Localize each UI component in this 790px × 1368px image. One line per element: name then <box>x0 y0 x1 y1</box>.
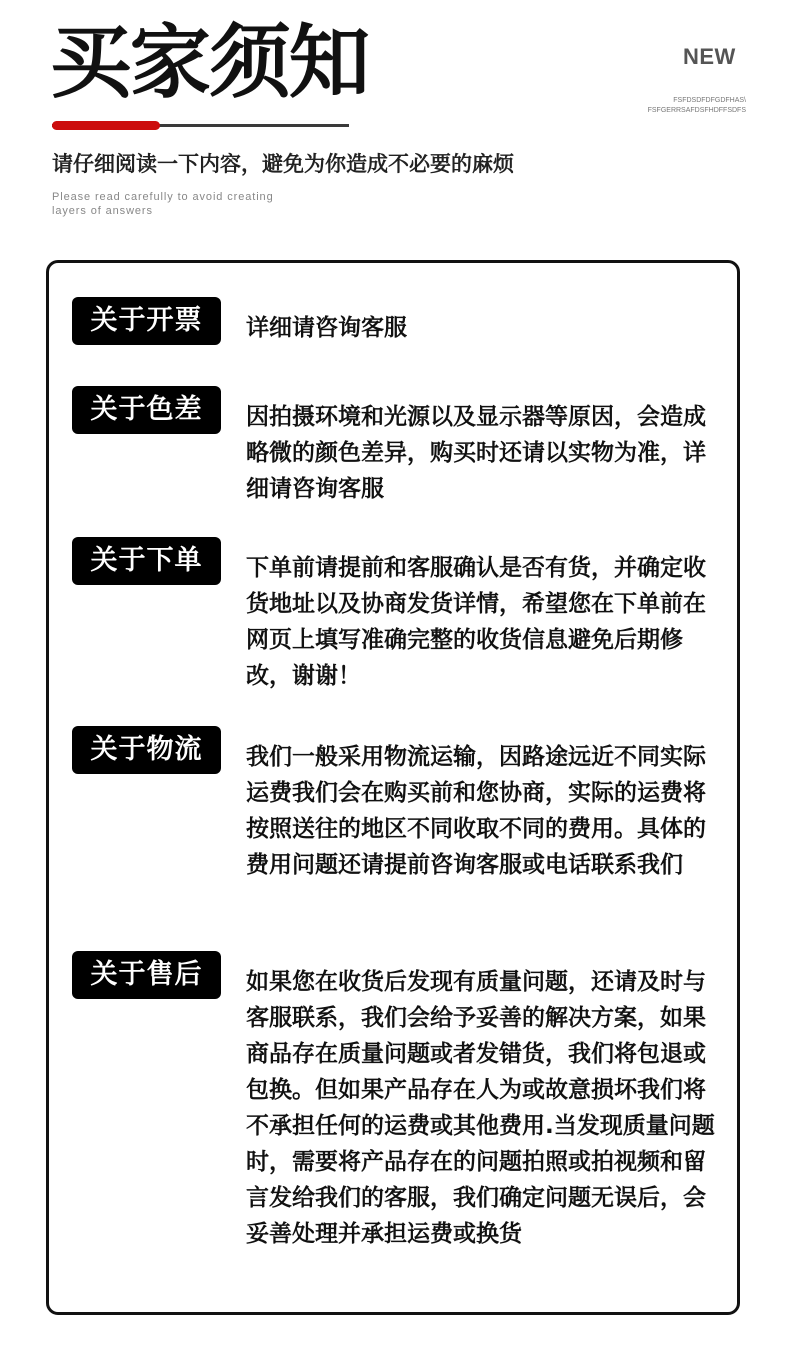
section-text: 下单前请提前和客服确认是否有货，并确定收货地址以及协商发货详情，希望您在下单前在网页上填写准确完整的收货信息避免后期修改，谢谢！ <box>246 555 706 689</box>
section-tag: 关于色差 <box>72 386 221 434</box>
code-line-1: FSFDSDFDFGDFHAS\ <box>673 97 746 104</box>
section-tag: 关于开票 <box>72 297 221 345</box>
section-text: 详细请咨询客服 <box>246 315 407 341</box>
page-title: 买家须知 <box>50 16 369 109</box>
section-tag: 关于下单 <box>72 537 221 585</box>
title-accent-bar <box>52 121 160 130</box>
subtitle: 请仔细阅读一下内容，避免为你造成不必要的麻烦 <box>52 152 514 176</box>
code-line-2: FSFGERRSAFDSFHDFFSDFS <box>647 107 746 114</box>
section-tag: 关于售后 <box>72 951 221 999</box>
section-text: 因拍摄环境和光源以及显示器等原因，会造成略微的颜色差异，购买时还请以实物为准，详细请咨询客服 <box>246 404 706 502</box>
new-badge: NEW <box>683 44 736 69</box>
section-tag: 关于物流 <box>72 726 221 774</box>
decorative-code-text <box>648 96 746 116</box>
section-text: 我们一般采用物流运输，因路途远近不同实际运费我们会在购买前和您协商，实际的运费将按照送往的地区不同收取不同的费用。具体的费用问题还请提前咨询客服或电话联系我们 <box>246 744 706 878</box>
section-text: 如果您在收货后发现有质量问题，还请及时与客服联系，我们会给予妥善的解决方案，如果商品存在质量问题或者发错货，我们将包退或包换。但如果产品存在人为或故意损坏我们将不承担任何的运费或其他费用.当发现质量问题时，需要将产品存在的问题拍照或拍视频和留言发给我们的客服，我们确定问题无误后，会妥善处理并承担运费或换货 <box>246 969 715 1247</box>
subtitle-english: Please read carefully to avoid creating layers of answers <box>52 191 274 217</box>
